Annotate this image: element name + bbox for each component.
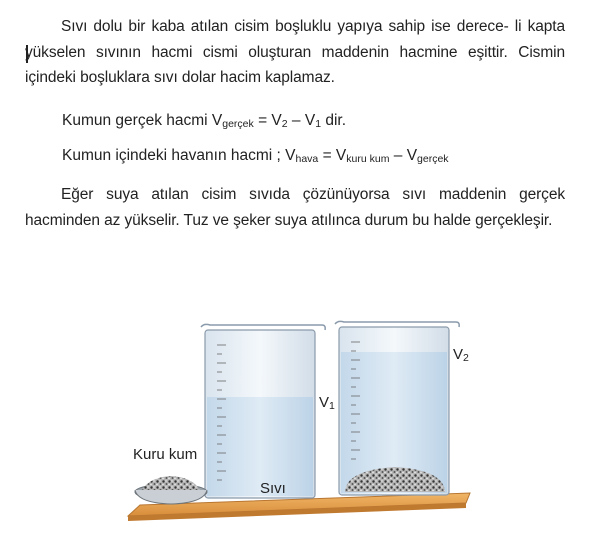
label-v2: $V_2$ (453, 346, 469, 364)
beaker-left (201, 324, 325, 498)
paragraph-dissolving: Eğer suya atılan cisim sıvıda çözünüyorsa sıvı maddenin gerçek hacminden az yükselir. Tuz ve şeker suya atılınca durum bu halde gerçekleşir. (25, 186, 565, 229)
paragraph-intro: Sıvı dolu bir kaba atılan cisim boşluklu yapıya sahip ise derece- li kapta yükselen sıvının hacmi cismi oluşturan maddenin hacmine eşittir. Cismin içindeki boşluklara sıvı dolar hacim kaplamaz. (25, 18, 565, 86)
label-liquid: Sıvı (260, 480, 286, 497)
label-v1: $V_1$ (319, 394, 335, 412)
beaker-right (335, 321, 459, 495)
formula-air-volume: Kumun içindeki havanın hacmi ; $V_{hava} = V_{kuru kum} - V_{gerçek}$ (62, 147, 449, 165)
formula-true-volume: Kumun gerçek hacmi $V_{gerçek} = V_2 - V_1$ dir. (62, 112, 347, 130)
sand-dish (135, 476, 207, 504)
label-dry-sand: Kuru kum (133, 446, 198, 463)
